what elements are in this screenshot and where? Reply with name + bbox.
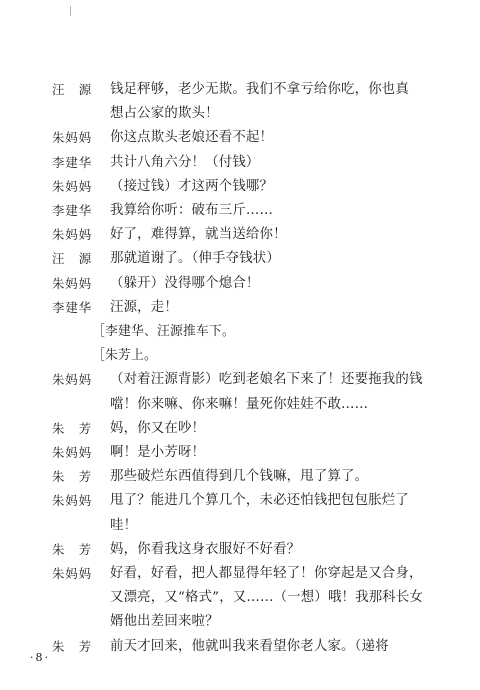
dialogue-line: [52, 465, 452, 489]
speaker: 汪 源: [52, 82, 93, 97]
line-text: 妈，你又在吵！: [110, 420, 206, 436]
stage-direction-text: ［朱芳上。: [92, 348, 157, 364]
speaker: 朱妈妈: [52, 493, 93, 509]
line-text: 我算给你听：破布三斤……: [110, 203, 274, 219]
dialogue-line: [52, 562, 452, 586]
dialogue-line: [52, 126, 452, 150]
dialogue-line: [52, 175, 452, 199]
line-text: 婿他出差回来啦？: [110, 614, 219, 630]
dialogue-line: [52, 417, 452, 441]
speaker: 朱妈妈: [52, 227, 93, 243]
line-text: 哇！: [110, 517, 138, 533]
line-text: （躲开）没得哪个熄合！: [110, 275, 260, 291]
line-text: 那些破烂东西值得到几个钱嘛，甩了算了。: [110, 469, 369, 485]
dialogue-line: [52, 538, 452, 562]
dialogue-continuation: [52, 393, 452, 417]
speaker: 朱 芳: [52, 469, 93, 485]
line-text: 汪源，走！: [110, 299, 178, 315]
dialogue-line: [52, 489, 452, 513]
dialogue-line: [52, 151, 452, 175]
line-text: 又漂亮，又“格式”，又……（一想）哦！我那科长女: [110, 590, 424, 606]
page-number: ·8·: [30, 651, 50, 664]
stage-direction-text: ［李建华、汪源推车下。: [92, 324, 235, 340]
line-text: 好了，难得算，就当送给你！: [110, 227, 287, 243]
scan-mark: [70, 6, 71, 16]
line-text: 共计八角六分！（付钱）: [110, 154, 260, 170]
dialogue-line: [52, 296, 452, 320]
stage-direction: [52, 320, 452, 344]
line-text: （接过钱）才这两个钱哪？: [110, 178, 274, 194]
line-text: 前天才回来，他就叫我来看望你老人家。（递将: [110, 638, 389, 654]
stage-direction: [52, 344, 452, 368]
line-text: 啊！是小芳呀！: [110, 445, 206, 461]
dialogue-continuation: [52, 514, 452, 538]
line-text: 钱足秤够，老少无欺。我们不拿亏给你吃，你也真: [110, 82, 409, 97]
line-text: 噹！你来嘛、你来嘛！量死你娃娃不敢……: [110, 396, 369, 412]
speaker: 朱妈妈: [52, 372, 93, 388]
line-text: 甩了？能进几个算几个，未必还怕钱把包包胀烂了: [110, 493, 409, 509]
dialogue-line: [52, 368, 452, 392]
speaker: 李建华: [52, 203, 93, 219]
dialogue-line: [52, 635, 452, 659]
line-text: 好看，好看，把人都显得年轻了！你穿起是又合身，: [110, 566, 423, 582]
speaker: 朱妈妈: [52, 566, 93, 582]
speaker: 李建华: [52, 299, 93, 315]
dialogue-line: [52, 223, 452, 247]
speaker: 朱妈妈: [52, 130, 93, 146]
speaker: 朱妈妈: [52, 445, 93, 461]
dialogue-line: [52, 199, 452, 223]
speaker: 李建华: [52, 154, 93, 170]
dialogue-lines: [52, 78, 452, 659]
speaker: 朱妈妈: [52, 275, 93, 291]
dialogue-continuation: [52, 102, 452, 126]
line-text: 你这点欺头老娘还看不起！: [110, 130, 274, 146]
line-text: （对着汪源背影）吃到老娘名下来了！还要拖我的钱: [110, 372, 423, 388]
line-text: 想占公家的欺头！: [110, 106, 219, 122]
speaker: 朱 芳: [52, 541, 93, 557]
dialogue-line: [52, 247, 452, 271]
speaker: 朱 芳: [52, 638, 93, 654]
dialogue-continuation: [52, 610, 452, 634]
dialogue-line: [52, 441, 452, 465]
speaker: 朱妈妈: [52, 178, 93, 194]
dialogue-line: [52, 272, 452, 296]
dialogue-continuation: [52, 586, 452, 610]
speaker: 汪 源: [52, 251, 93, 267]
line-text: 那就道谢了。（伸手夺钱状）: [110, 251, 280, 267]
dialogue-line: [52, 78, 452, 102]
speaker: 朱 芳: [52, 420, 93, 436]
line-text: 妈，你看我这身衣服好不好看？: [110, 541, 301, 557]
